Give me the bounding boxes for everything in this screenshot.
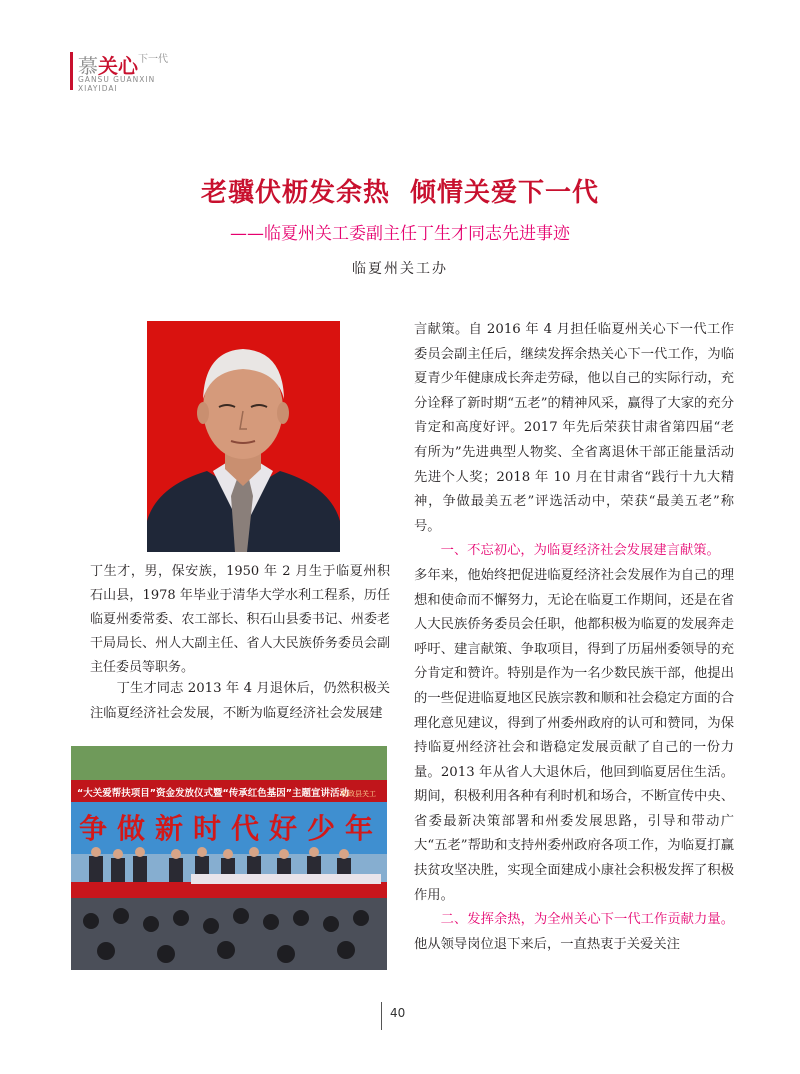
magazine-header [70, 50, 200, 100]
section-2-text: 他从领导岗位退下来后，一直热衷于关爱关注 [414, 936, 680, 952]
event-photo [71, 746, 387, 970]
magazine-logo: 慕关心$^{下一代}$ [78, 54, 168, 78]
portrait-caption: 丁生才，男，保安族，1950 年 2 月生于临夏州积石山县，1978 年毕业于清华大学水利工程系，历任临夏州委常委、农工部长、积石山县委书记、州委老干局局长、州人大副主任、省人大民族侨务委员会副主任委员等职务。 [90, 564, 390, 675]
article-right-column [414, 318, 734, 957]
event-slogan: 争做新时代好少年 [79, 812, 384, 845]
page-number-divider [381, 1002, 382, 1030]
article-subtitle: ——临夏州关工委副主任丁生才同志先进事迹 [230, 224, 570, 244]
article-author: 临夏州关工办 [352, 261, 448, 277]
header-accent-bar [70, 52, 73, 90]
event-banner-org: 和政县关工 [341, 790, 376, 798]
page-number: 40 [390, 1006, 406, 1020]
magazine-pinyin: GANSU GUANXIN XIAYIDAI [78, 75, 156, 93]
intro-paragraph-left: 丁生才同志 2013 年 4 月退休后，仍然积极关注临夏经济社会发展，不断为临夏经济社会发展建 [90, 681, 390, 721]
event-banner-text: “大关爱帮扶项目”资金发放仪式暨“传承红色基因”主题宣讲活动 [77, 788, 349, 799]
intro-paragraph-right: 言献策。自 2016 年 4 月担任临夏州关心下一代工作委员会副主任后，继续发挥余热关心下一代工作，为临夏青少年健康成长奔走劳碌，他以自己的实际行动，充分诠释了新时期“五老”的精神风采，赢得了大家的充分肯定和高度好评。2017 年先后荣获甘肃省第四届“老有所为”先进典型人物奖、全省离退休干部正能量活动先进个人奖；2018 年 10 月在甘肃省“践行十九大精神，争做最美五老”评选活动中，荣获“最美五老”称号。 [414, 322, 734, 534]
section-1-heading: 一、不忘初心，为临夏经济社会发展建言献策。 [440, 543, 720, 559]
article-title: 老骥伏枥发余热 倾情关爱下一代 [200, 178, 600, 208]
portrait-photo [147, 321, 340, 552]
section-1-text: 多年来，他始终把促进临夏经济社会发展作为自己的理想和使命而不懈努力，无论在临夏工作期间，还是在省人大民族侨务委员会任职，他都积极为临夏的发展奔走呼吁、建言献策、争取项目，得到了历届州委领导的充分肯定和赞许。特别是作为一名少数民族干部，他提出的一些促进临夏地区民族宗教和顺和社会稳定方面的合理化意见建议，得到了州委州政府的认可和赞同，为保持临夏州经济社会和谐稳定发展贡献了自己的一份力量。2013 年从省人大退休后，他回到临夏居住生活。期间，积极利用各种有利时机和场合，不断宣传中央、省委最新决策部署和州委发展思路，引导和带动广大“五老”帮助和支持州委州政府各项工作，为临夏打赢扶贫攻坚决胜，实现全面建成小康社会积极发挥了积极作用。 [414, 567, 734, 903]
section-1 [414, 539, 734, 564]
section-2-heading: 二、发挥余热，为全州关心下一代工作贡献力量。 [440, 912, 734, 928]
section-2 [414, 908, 734, 957]
